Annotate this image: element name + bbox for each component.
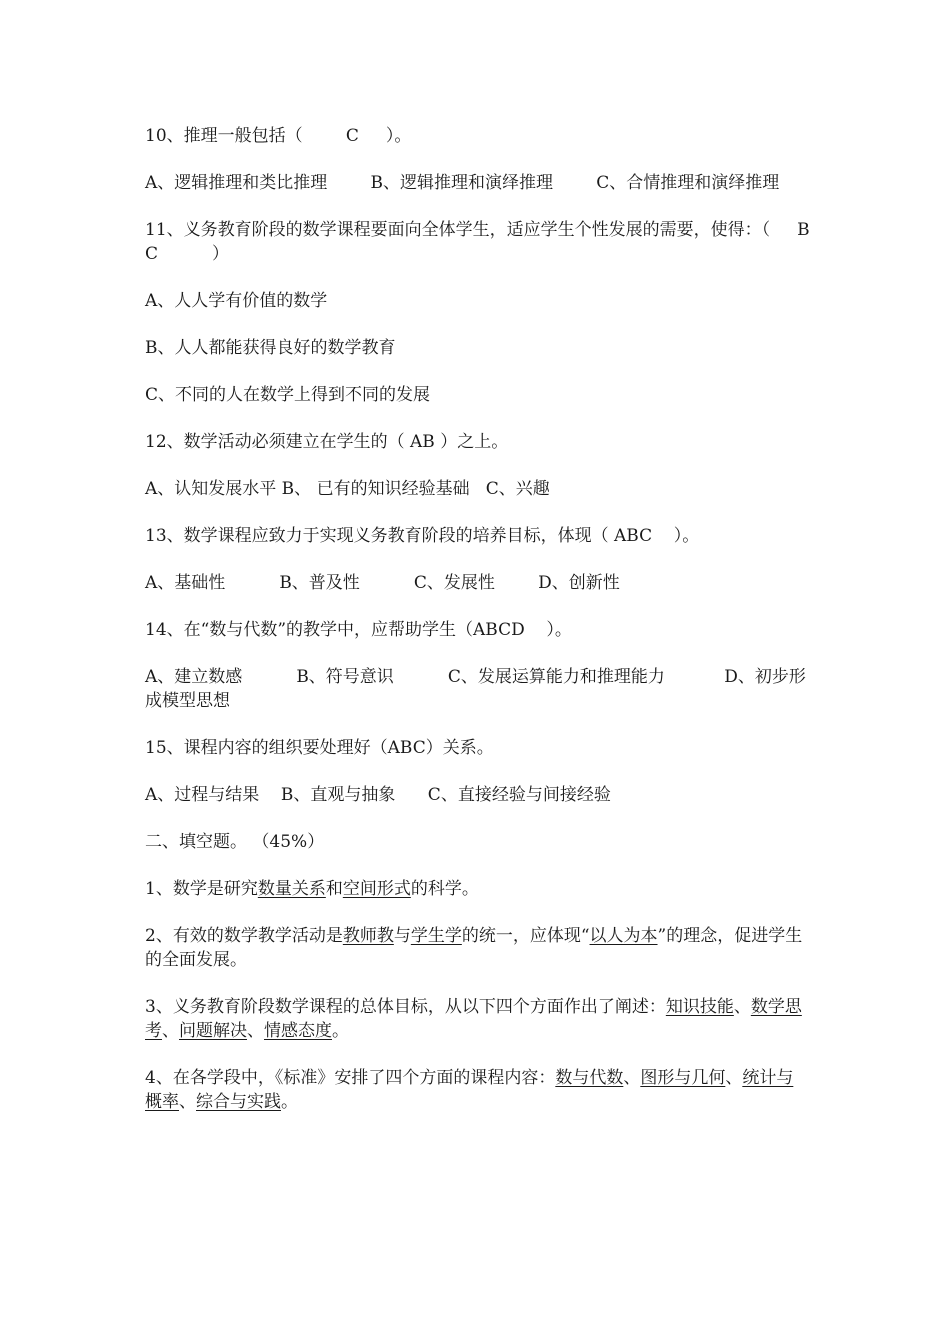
answer-blank-text: 学生学 bbox=[410, 926, 462, 946]
question-14-options: A、建立数感 B、符号意识 C、发展运算能力和推理能力 D、初步形成模型思想 bbox=[145, 667, 806, 711]
answer-blank-text: 知识技能 bbox=[665, 997, 734, 1017]
question-text: 、 bbox=[247, 1021, 264, 1041]
question-11-option-c: C、不同的人在数学上得到不同的发展 bbox=[145, 385, 431, 405]
question-text: 的统一，应体现“ bbox=[461, 926, 590, 946]
question-text: 和 bbox=[325, 879, 343, 899]
question-text: 、 bbox=[733, 997, 751, 1017]
question-text: ”的理念，促进学生的全面发展。 bbox=[145, 926, 803, 970]
fill-question-3 bbox=[145, 995, 810, 1043]
question-text: 与 bbox=[393, 926, 411, 946]
answer-blank-text: 问题解决 bbox=[179, 1021, 247, 1041]
question-14: 14、在“数与代数”的教学中，应帮助学生（ABCD ）。 bbox=[145, 620, 572, 640]
answer-blank-text: 图形与几何 bbox=[640, 1068, 726, 1088]
question-13: 13、数学课程应致力于实现义务教育阶段的培养目标，体现（ ABC ）。 bbox=[145, 526, 700, 546]
question-12: 12、数学活动必须建立在学生的（ AB ）之上。 bbox=[145, 432, 509, 452]
fill-question-1 bbox=[145, 877, 810, 901]
question-11-option-a: A、人人学有价值的数学 bbox=[145, 291, 328, 311]
question-13-options: A、基础性 B、普及性 C、发展性 D、创新性 bbox=[145, 573, 620, 593]
section-heading-fill-in: 二、填空题。 （45%） bbox=[145, 832, 325, 852]
answer-blank-text: 综合与实践 bbox=[196, 1092, 281, 1112]
question-text: 、 bbox=[179, 1092, 196, 1112]
answer-blank-text: 数量关系 bbox=[257, 879, 326, 899]
question-11: 11、义务教育阶段的数学课程要面向全体学生，适应学生个性发展的需要，使得：（ BC ） bbox=[145, 220, 810, 264]
question-text: 、 bbox=[725, 1068, 743, 1088]
question-15: 15、课程内容的组织要处理好（ABC）关系。 bbox=[145, 738, 494, 758]
question-text: 、 bbox=[623, 1068, 641, 1088]
question-text: 。 bbox=[281, 1092, 298, 1112]
question-12-options: A、认知发展水平 B、 已有的知识经验基础 C、兴趣 bbox=[145, 479, 550, 499]
answer-blank-text: 空间形式 bbox=[342, 879, 411, 899]
fill-question-2 bbox=[145, 924, 810, 972]
question-text: 1、数学是研究 bbox=[145, 879, 258, 899]
question-text: 。 bbox=[332, 1021, 349, 1041]
answer-blank-text: 数与代数 bbox=[555, 1068, 624, 1088]
fill-question-4 bbox=[145, 1066, 810, 1114]
question-10-options: A、逻辑推理和类比推理 B、逻辑推理和演绎推理 C、合情推理和演绎推理 bbox=[145, 173, 780, 193]
question-text: 2、有效的数学教学活动是 bbox=[145, 926, 343, 946]
document-page bbox=[145, 124, 810, 1137]
answer-blank-text: 以人为本 bbox=[589, 926, 658, 946]
question-text: 3、义务教育阶段数学课程的总体目标，从以下四个方面作出了阐述： bbox=[145, 997, 666, 1017]
question-text: 、 bbox=[162, 1021, 179, 1041]
question-11-option-b: B、人人都能获得良好的数学教育 bbox=[145, 338, 396, 358]
question-10: 10、推理一般包括（ C ）。 bbox=[145, 126, 412, 146]
question-15-options: A、过程与结果 B、直观与抽象 C、直接经验与间接经验 bbox=[145, 785, 611, 805]
answer-blank-text: 教师教 bbox=[342, 926, 394, 946]
question-text: 的科学。 bbox=[410, 879, 479, 899]
answer-blank-text: 统计与概率 bbox=[145, 1068, 794, 1112]
question-text: 4、在各学段中，《标准》安排了四个方面的课程内容： bbox=[145, 1068, 556, 1088]
answer-blank-text: 数学思考 bbox=[145, 997, 802, 1041]
answer-blank-text: 情感态度 bbox=[264, 1021, 332, 1041]
